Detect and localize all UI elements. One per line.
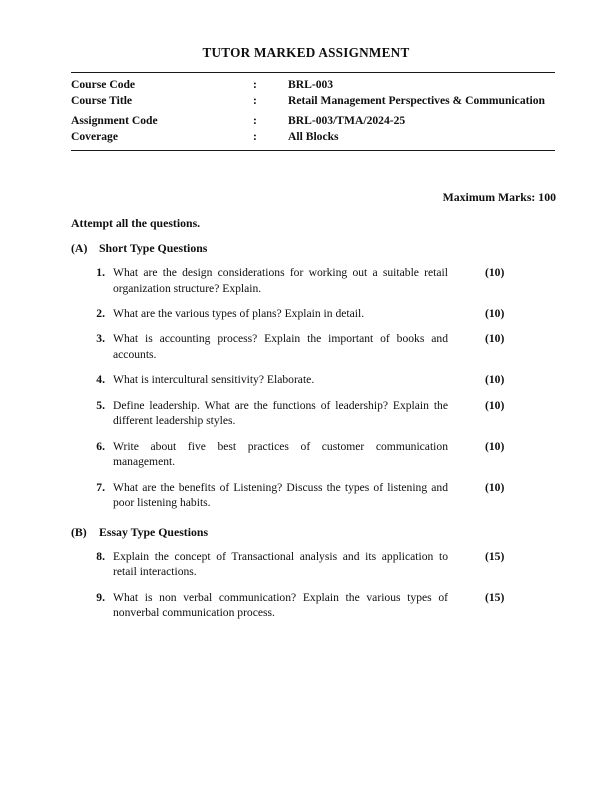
question-marks: (10) xyxy=(485,266,505,279)
section-heading-a xyxy=(71,241,556,256)
question-number: 3. xyxy=(96,332,105,346)
question-marks: (10) xyxy=(485,373,505,387)
section-letter-a: (A) xyxy=(71,241,88,255)
meta-colon: : xyxy=(253,78,257,91)
question-number: 5. xyxy=(96,398,105,412)
question-number: 6. xyxy=(96,439,105,453)
meta-label-assignment-code: Assignment Code xyxy=(71,113,158,127)
meta-value-coverage: All Blocks xyxy=(288,129,339,143)
attempt-instruction: Attempt all the questions. xyxy=(71,216,201,230)
question-text: What is non verbal communication? Explain the various types of nonverbal communication process. xyxy=(113,590,448,620)
table-row xyxy=(71,77,555,93)
meta-colon: : xyxy=(253,113,257,127)
questions-content xyxy=(71,241,556,631)
question-text: What are the benefits of Listening? Discuss the types of listening and poor listening habits. xyxy=(113,480,448,510)
question-text: Write about five best practices of customer communication management. xyxy=(113,439,448,469)
question-number: 7. xyxy=(96,480,105,494)
question-item xyxy=(71,439,556,471)
question-marks: (10) xyxy=(485,480,505,494)
question-marks: (15) xyxy=(485,549,505,563)
question-text: Explain the concept of Transactional analysis and its application to retail interactions. xyxy=(113,549,448,579)
question-item xyxy=(71,549,556,581)
question-item xyxy=(71,372,556,388)
question-marks: (10) xyxy=(485,332,505,346)
course-meta-block xyxy=(71,72,555,151)
meta-value-assignment-code: BRL-003/TMA/2024-25 xyxy=(288,113,406,127)
question-item xyxy=(71,331,556,363)
section-heading-b xyxy=(71,525,556,540)
meta-label-course-title: Course Title xyxy=(71,93,133,107)
section-title-a: Short Type Questions xyxy=(99,241,208,255)
table-row xyxy=(71,113,555,129)
section-title-b: Essay Type Questions xyxy=(99,524,209,539)
question-number: 8. xyxy=(96,549,105,563)
question-item xyxy=(71,306,556,322)
meta-label-coverage: Coverage xyxy=(71,129,118,143)
table-row xyxy=(71,129,555,145)
table-row xyxy=(71,93,555,109)
meta-label-course-code: Course Code xyxy=(71,78,136,91)
page-title: TUTOR MARKED ASSIGNMENT xyxy=(202,45,410,60)
meta-value-course-title: Retail Management Perspectives & Communication xyxy=(288,93,545,107)
question-number: 4. xyxy=(96,373,105,387)
question-text: What are the design considerations for working out a suitable retail organization structure? Explain. xyxy=(113,266,448,295)
course-meta-table xyxy=(71,77,555,145)
maximum-marks: Maximum Marks: 100 xyxy=(442,190,556,204)
question-text: What is accounting process? Explain the important of books and accounts. xyxy=(113,332,448,362)
meta-colon: : xyxy=(253,93,257,107)
question-marks: (10) xyxy=(485,439,505,453)
question-number: 9. xyxy=(96,590,105,604)
question-number: 2. xyxy=(96,307,105,321)
question-item xyxy=(71,590,556,622)
question-marks: (10) xyxy=(485,398,505,412)
question-item xyxy=(71,265,556,297)
section-letter-b: (B) xyxy=(71,524,87,539)
question-marks: (15) xyxy=(485,590,505,604)
question-number: 1. xyxy=(96,266,105,279)
question-item xyxy=(71,480,556,512)
question-marks: (10) xyxy=(485,307,505,321)
meta-colon: : xyxy=(253,129,257,143)
question-item xyxy=(71,398,556,430)
question-text: What are the various types of plans? Explain in detail. xyxy=(113,307,365,321)
meta-value-course-code: BRL-003 xyxy=(288,78,334,91)
question-text: Define leadership. What are the functions of leadership? Explain the different leadership styles. xyxy=(113,398,448,428)
question-text: What is intercultural sensitivity? Elaborate. xyxy=(113,373,315,387)
